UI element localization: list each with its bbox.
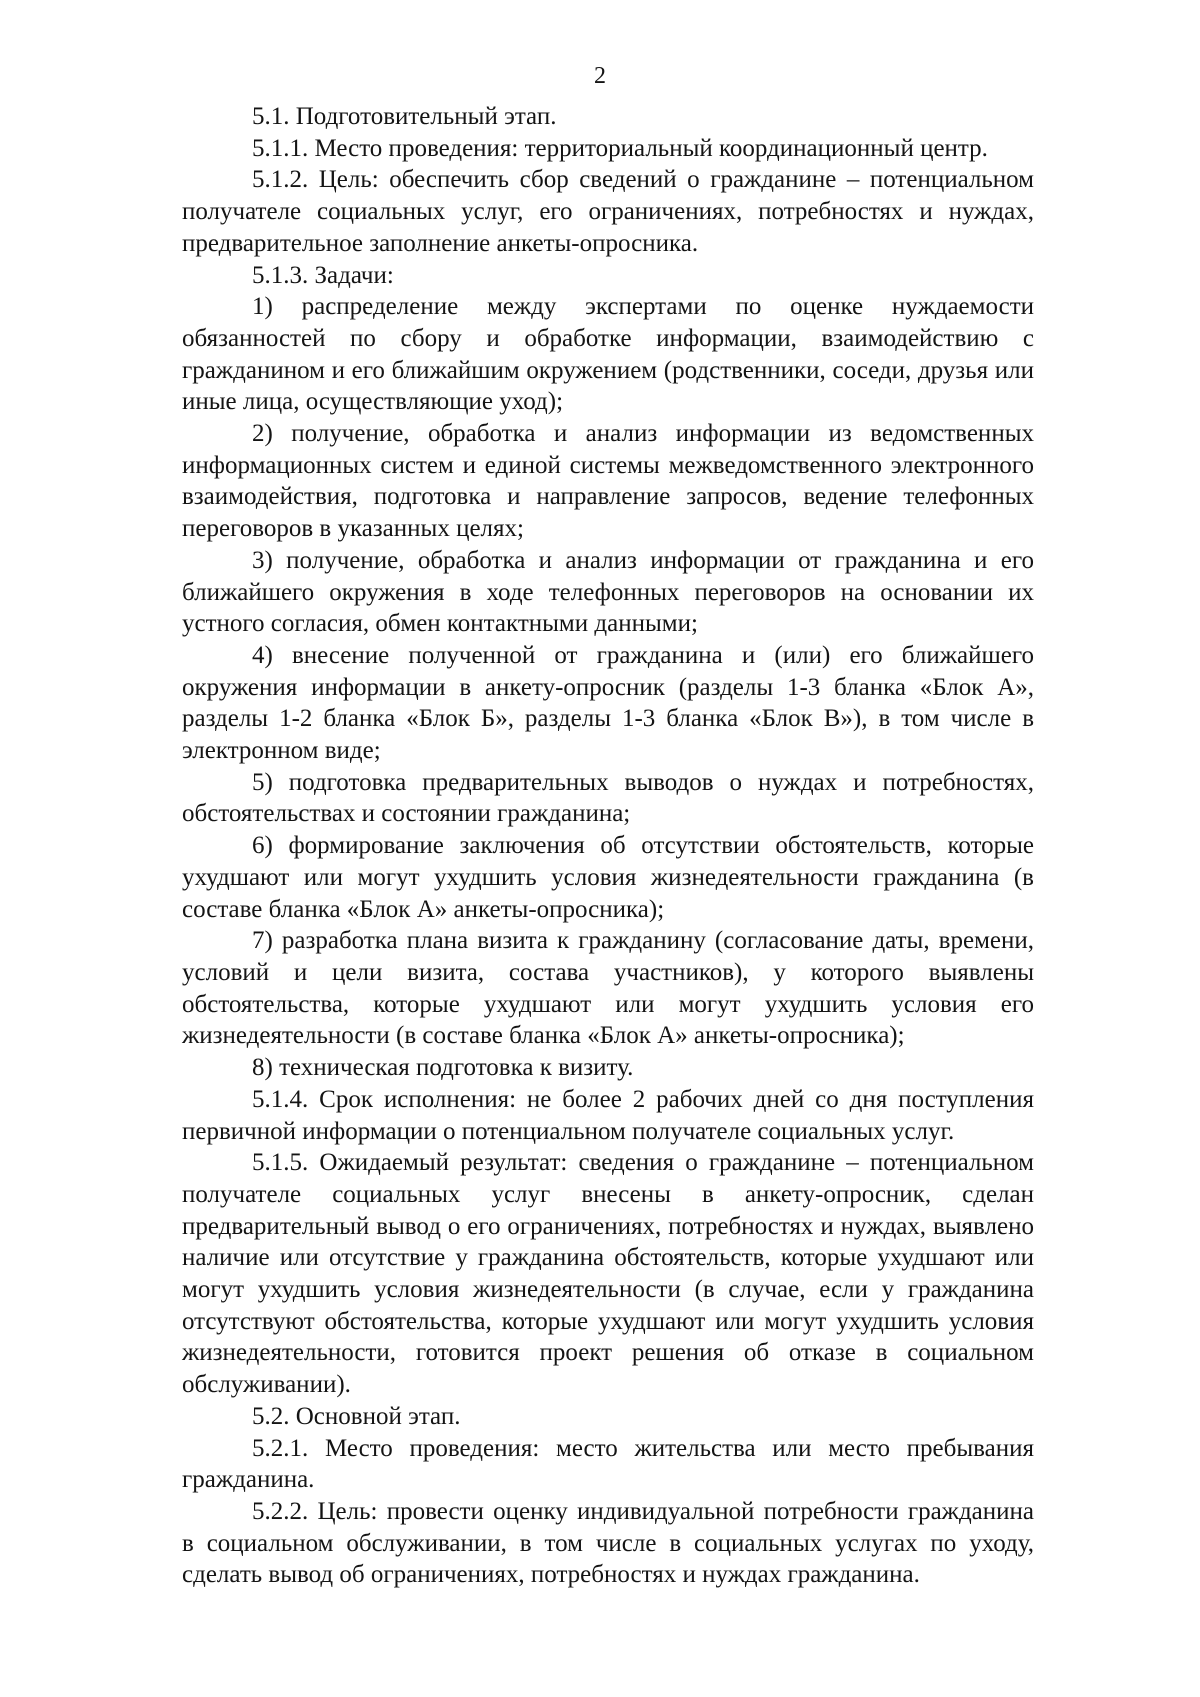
page-number: 2 bbox=[594, 63, 606, 89]
task-item-8: 8) техническая подготовка к визиту. bbox=[252, 1054, 634, 1082]
paragraph-5-1-5-result: 5.1.5. Ожидаемый результат: сведения о гражданине – потенциальном получателе социальных услуг внесены в анкету-опросник, сделан предварительный вывод о его ограничениях, потребностях и нуждах, выявлено наличие или отсутствие у гражданина обстоятельств, которые ухудшают или могут ухудшить условия жизнедеятельности (в случае, если у гражданина отсутствуют обстоятельства, которые ухудшают или могут ухудшить условия жизнедеятельности, готовится проект решения об отказе в социальном обслуживании). bbox=[182, 1149, 1034, 1399]
task-item-1: 1) распределение между экспертами по оценке нуждаемости обязанностей по сбору и обработке информации, взаимодействию с гражданином и его ближайшим окружением (родственники, соседи, друзья или иные лица, осуществляющие уход); bbox=[182, 293, 1034, 416]
document-body bbox=[182, 101, 1034, 1591]
paragraph-5-2-1-location: 5.2.1. Место проведения: место жительства или место пребывания гражданина. bbox=[182, 1434, 1034, 1494]
task-item-4: 4) внесение полученной от гражданина и (или) его ближайшего окружения информации в анкету-опросник (разделы 1-3 бланка «Блок А», разделы 1-2 бланка «Блок Б», разделы 1-3 бланка «Блок В»), в том числе в электронном виде; bbox=[182, 641, 1034, 765]
paragraph-5-1-1-location: 5.1.1. Место проведения: территориальный координационный центр. bbox=[252, 134, 988, 162]
paragraph-5-1-4-deadline: 5.1.4. Срок исполнения: не более 2 рабочих дней со дня поступления первичной информации о потенциальном получателе социальных услуг. bbox=[182, 1085, 1034, 1145]
section-heading-5-2: 5.2. Основной этап. bbox=[252, 1402, 461, 1430]
task-item-6: 6) формирование заключения об отсутствии обстоятельств, которые ухудшают или могут ухудшить условия жизнедеятельности гражданина (в составе бланка «Блок А» анкеты-опросника); bbox=[182, 832, 1034, 923]
paragraph-5-1-2-goal: 5.1.2. Цель: обеспечить сбор сведений о гражданине – потенциальном получателе социальных услуг, его ограничениях, потребностях и нуждах, предварительное заполнение анкеты-опросника. bbox=[182, 166, 1034, 257]
task-item-5: 5) подготовка предварительных выводов о нуждах и потребностях, обстоятельствах и состоянии гражданина; bbox=[182, 768, 1034, 828]
paragraph-5-2-2-goal: 5.2.2. Цель: провести оценку индивидуальной потребности гражданина в социальном обслуживании, в том числе в социальных услугах по уходу, сделать вывод об ограничениях, потребностях и нуждах гражданина. bbox=[182, 1497, 1034, 1589]
section-heading-5-1: 5.1. Подготовительный этап. bbox=[252, 103, 557, 130]
task-item-7: 7) разработка плана визита к гражданину (согласование даты, времени, условий и цели визита, состава участников), у которого выявлены обстоятельства, которые ухудшают или могут ухудшить условия его жизнедеятельности (в составе бланка «Блок А» анкеты-опросника); bbox=[182, 927, 1034, 1050]
task-item-3: 3) получение, обработка и анализ информации от гражданина и его ближайшего окружения в ходе телефонных переговоров на основании их устного согласия, обмен контактными данными; bbox=[182, 546, 1034, 638]
task-item-2: 2) получение, обработка и анализ информации из ведомственных информационных систем и единой системы межведомственного электронного взаимодействия, подготовка и направление запросов, ведение телефонных переговоров в указанных целях; bbox=[182, 420, 1034, 543]
paragraph-5-1-3-tasks: 5.1.3. Задачи: bbox=[252, 261, 394, 289]
